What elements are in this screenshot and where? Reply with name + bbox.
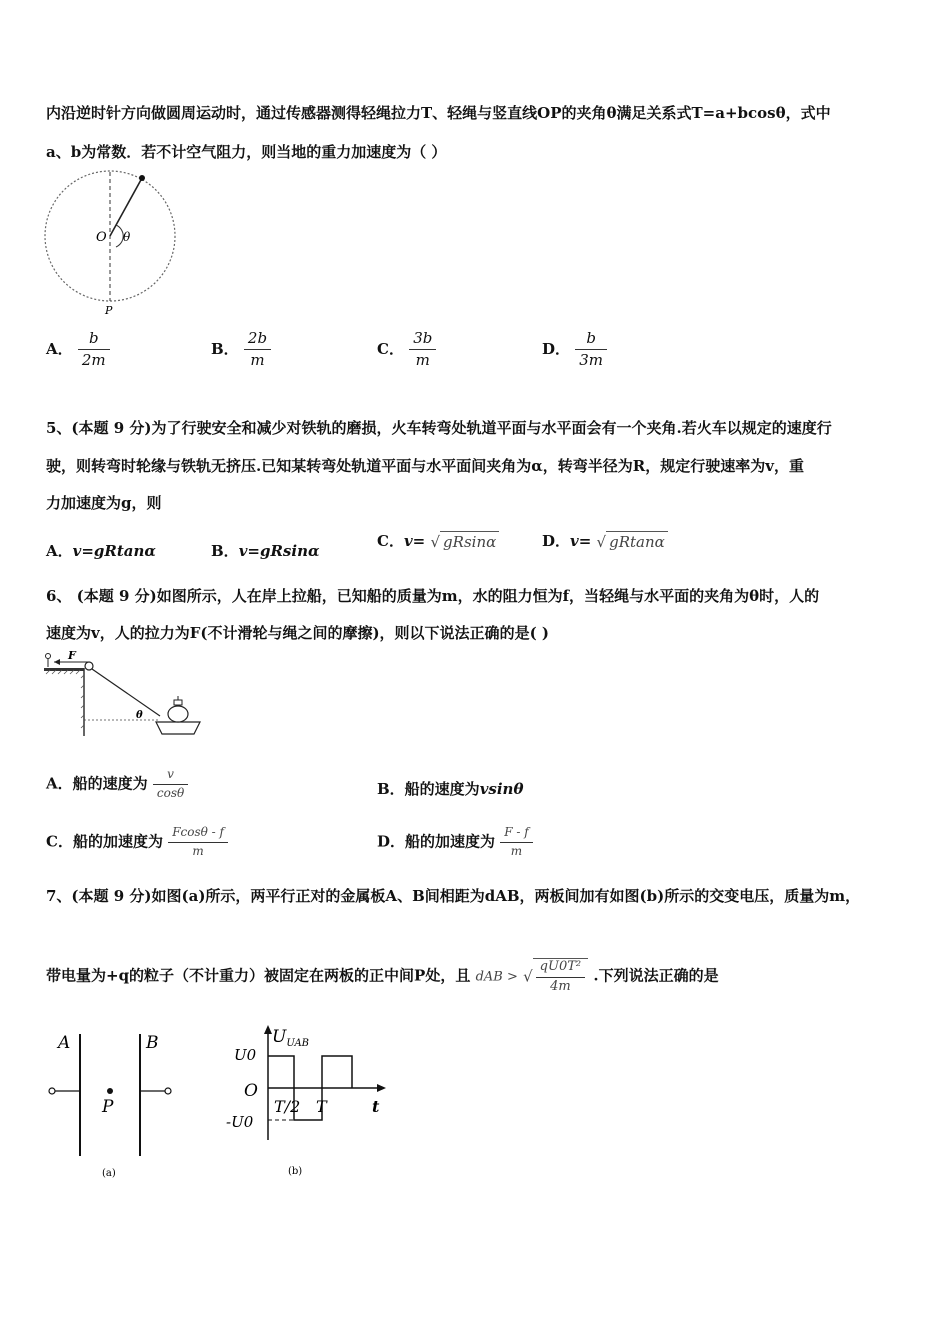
q4-option-c-den: m — [415, 351, 430, 370]
q4-text-line1: 内沿逆时针方向做圆周运动时，通过传感器测得轻绳拉力T、轻绳与竖直线OP的夹角θ满足关系式T=a+bcosθ，式中 — [46, 104, 831, 122]
q6-option-c-fraction — [168, 826, 228, 859]
q6-option-b[interactable] — [377, 778, 523, 799]
q7-terminal-b — [165, 1088, 171, 1094]
q5-text-line3: 力加速度为g，则 — [46, 494, 162, 512]
q6-boat-top — [174, 700, 182, 705]
q6-text-line2: 速度为v，人的拉力为F(不计滑轮与绳之间的摩擦)，则以下说法正确的是( ) — [46, 624, 549, 642]
q7-condition-lhs: dAB > — [475, 969, 518, 985]
q6-option-a-label: A．船的速度为 — [46, 774, 148, 793]
q6-label-theta: θ — [136, 710, 143, 721]
q6-boat-figure — [42, 648, 202, 743]
q4-rope — [110, 178, 142, 236]
q6-label-force: F — [68, 649, 76, 662]
q6-option-d-fraction — [500, 826, 532, 859]
q6-text-line1: 6、 (本题 9 分)如图所示，人在岸上拉船，已知船的质量为m，水的阻力恒为f，当轻绳与水平面的夹角为θ时，人的 — [46, 587, 820, 605]
q4-option-c-label: C． — [377, 339, 404, 358]
q5-option-d-label: D． — [542, 532, 571, 550]
q5-option-c[interactable] — [377, 530, 499, 551]
q7-label-neg-u0: -U0 — [226, 1113, 254, 1131]
q5-option-c-sqrt: √ gRsinα — [430, 533, 499, 551]
q6-option-d-label: D．船的加速度为 — [377, 832, 496, 851]
q4-option-d-num: b — [575, 330, 607, 350]
q7-particle — [107, 1088, 113, 1094]
q4-option-a-den: 2m — [81, 351, 106, 370]
q5-option-a[interactable] — [46, 540, 156, 561]
q4-label-o: O — [96, 230, 107, 245]
q7-label-plate-a: A — [58, 1033, 71, 1053]
q7-text-line2-pre: 带电量为+q的粒子（不计重力）被固定在两板的正中间P处，且 — [46, 966, 471, 985]
q7-text-line2-post: .下列说法正确的是 — [593, 966, 719, 985]
q4-option-d-label: D． — [542, 339, 571, 358]
q5-option-a-label: A． — [46, 542, 73, 560]
q4-label-theta: θ — [123, 230, 131, 244]
q6-boat-hull — [156, 722, 200, 734]
q5-option-d-radicand: gRtanα — [606, 531, 668, 551]
q6-option-c-label: C．船的加速度为 — [46, 832, 163, 851]
q4-label-p: P — [105, 304, 113, 317]
q5-option-b[interactable] — [211, 540, 320, 561]
q7-label-y-axis: $U_{UAB}$ — [272, 1027, 310, 1049]
q4-ball — [139, 175, 145, 181]
q6-option-a[interactable] — [46, 768, 188, 801]
q5-text-line2: 驶，则转弯时轮缘与铁轨无挤压.已知某转弯处轨道平面与水平面间夹角为α，转弯半径为R，规定行驶速率为v，重 — [46, 457, 804, 475]
q6-option-c[interactable] — [46, 826, 228, 859]
q4-option-a-fraction — [78, 330, 110, 370]
q5-option-c-radicand: gRsinα — [440, 531, 499, 551]
q6-option-a-num: v — [153, 768, 188, 785]
q7-caption-b: (b) — [288, 1166, 303, 1177]
q5-option-c-label: C． — [377, 532, 404, 550]
q7-label-origin: O — [244, 1081, 258, 1101]
q6-pulley — [85, 662, 93, 670]
q7-text-line1: 7、(本题 9 分)如图(a)所示，两平行正对的金属板A、B间相距为dAB，两板间加有如图(b)所示的交变电压，质量为m， — [46, 887, 861, 905]
q7-terminal-a — [49, 1088, 55, 1094]
q4-option-b-label: B． — [211, 339, 239, 358]
q6-option-d[interactable] — [377, 826, 533, 859]
q6-option-c-den: m — [192, 843, 204, 858]
q5-option-b-label: B． — [211, 542, 239, 560]
q7-condition-sqrt: √ $\frac{\text{qU0T²}}{4m}$ — [523, 958, 588, 995]
q7-y-axis-arrow — [264, 1025, 272, 1034]
q4-option-c-num: 3b — [409, 330, 436, 350]
q4-option-a-num: b — [78, 330, 110, 350]
q7-figure-a — [44, 1026, 184, 1181]
q7-t-axis-arrow — [377, 1084, 386, 1092]
q5-text-line1: 5、(本题 9 分)为了行驶安全和减少对铁轨的磨损，火车转弯处轨道平面与水平面会有一个夹角.若火车以规定的速度行 — [46, 419, 832, 437]
q4-option-b-den: m — [250, 351, 265, 370]
q6-boat-cabin — [168, 706, 188, 722]
q4-text-line2: a、b为常数．若不计空气阻力，则当地的重力加速度为（ ） — [46, 143, 447, 161]
q5-option-c-prefix: v= — [403, 532, 426, 550]
q5-option-d[interactable] — [542, 530, 668, 551]
q5-option-b-text: v=gRsinα — [238, 542, 320, 560]
q7-label-u0: U0 — [234, 1046, 257, 1064]
q6-option-b-text: vsinθ — [479, 780, 524, 798]
q6-option-a-fraction — [153, 768, 188, 801]
q5-option-d-sqrt: √ gRtanα — [597, 533, 668, 551]
q6-option-d-num: F - f — [500, 826, 532, 843]
q4-pendulum-figure — [40, 166, 182, 318]
q4-option-d-fraction — [575, 330, 607, 370]
q7-label-t-half: T/2 — [274, 1097, 301, 1116]
q4-option-b[interactable] — [211, 330, 271, 370]
q7-condition-fraction — [536, 960, 585, 995]
q7-wave-upper-2 — [322, 1056, 352, 1088]
q4-option-b-fraction — [244, 330, 271, 370]
q4-option-a-label: A． — [46, 339, 73, 358]
q7-label-t-full: T — [316, 1097, 327, 1116]
q4-option-b-num: 2b — [244, 330, 271, 350]
q7-caption-a: (a) — [102, 1168, 116, 1179]
q7-condition-den: 4m — [550, 978, 571, 994]
q7-label-point-p: P — [102, 1097, 114, 1117]
q7-figure-b — [224, 1022, 394, 1182]
q5-option-a-text: v=gRtanα — [72, 542, 156, 560]
q7-wave-upper-1 — [268, 1056, 294, 1088]
q7-label-plate-b: B — [146, 1033, 159, 1053]
q7-label-t-axis: t — [372, 1097, 380, 1116]
q4-option-a[interactable] — [46, 330, 110, 370]
q4-option-d-den: 3m — [579, 351, 604, 370]
q4-option-c[interactable] — [377, 330, 436, 370]
q6-option-c-num: Fcosθ - f — [168, 826, 228, 843]
q6-rope-slant — [92, 669, 160, 716]
q7-condition-num: qU0T² — [536, 960, 585, 978]
q4-option-c-fraction — [409, 330, 436, 370]
q6-option-d-den: m — [510, 843, 523, 858]
q4-option-d[interactable] — [542, 330, 607, 370]
q6-option-a-den: cosθ — [156, 785, 185, 800]
q5-option-d-prefix: v= — [570, 532, 592, 550]
q6-person-head — [46, 654, 51, 659]
q7-text-line2 — [46, 958, 719, 995]
q6-option-b-label: B．船的速度为 — [377, 780, 480, 798]
q6-force-arrow — [54, 659, 60, 665]
